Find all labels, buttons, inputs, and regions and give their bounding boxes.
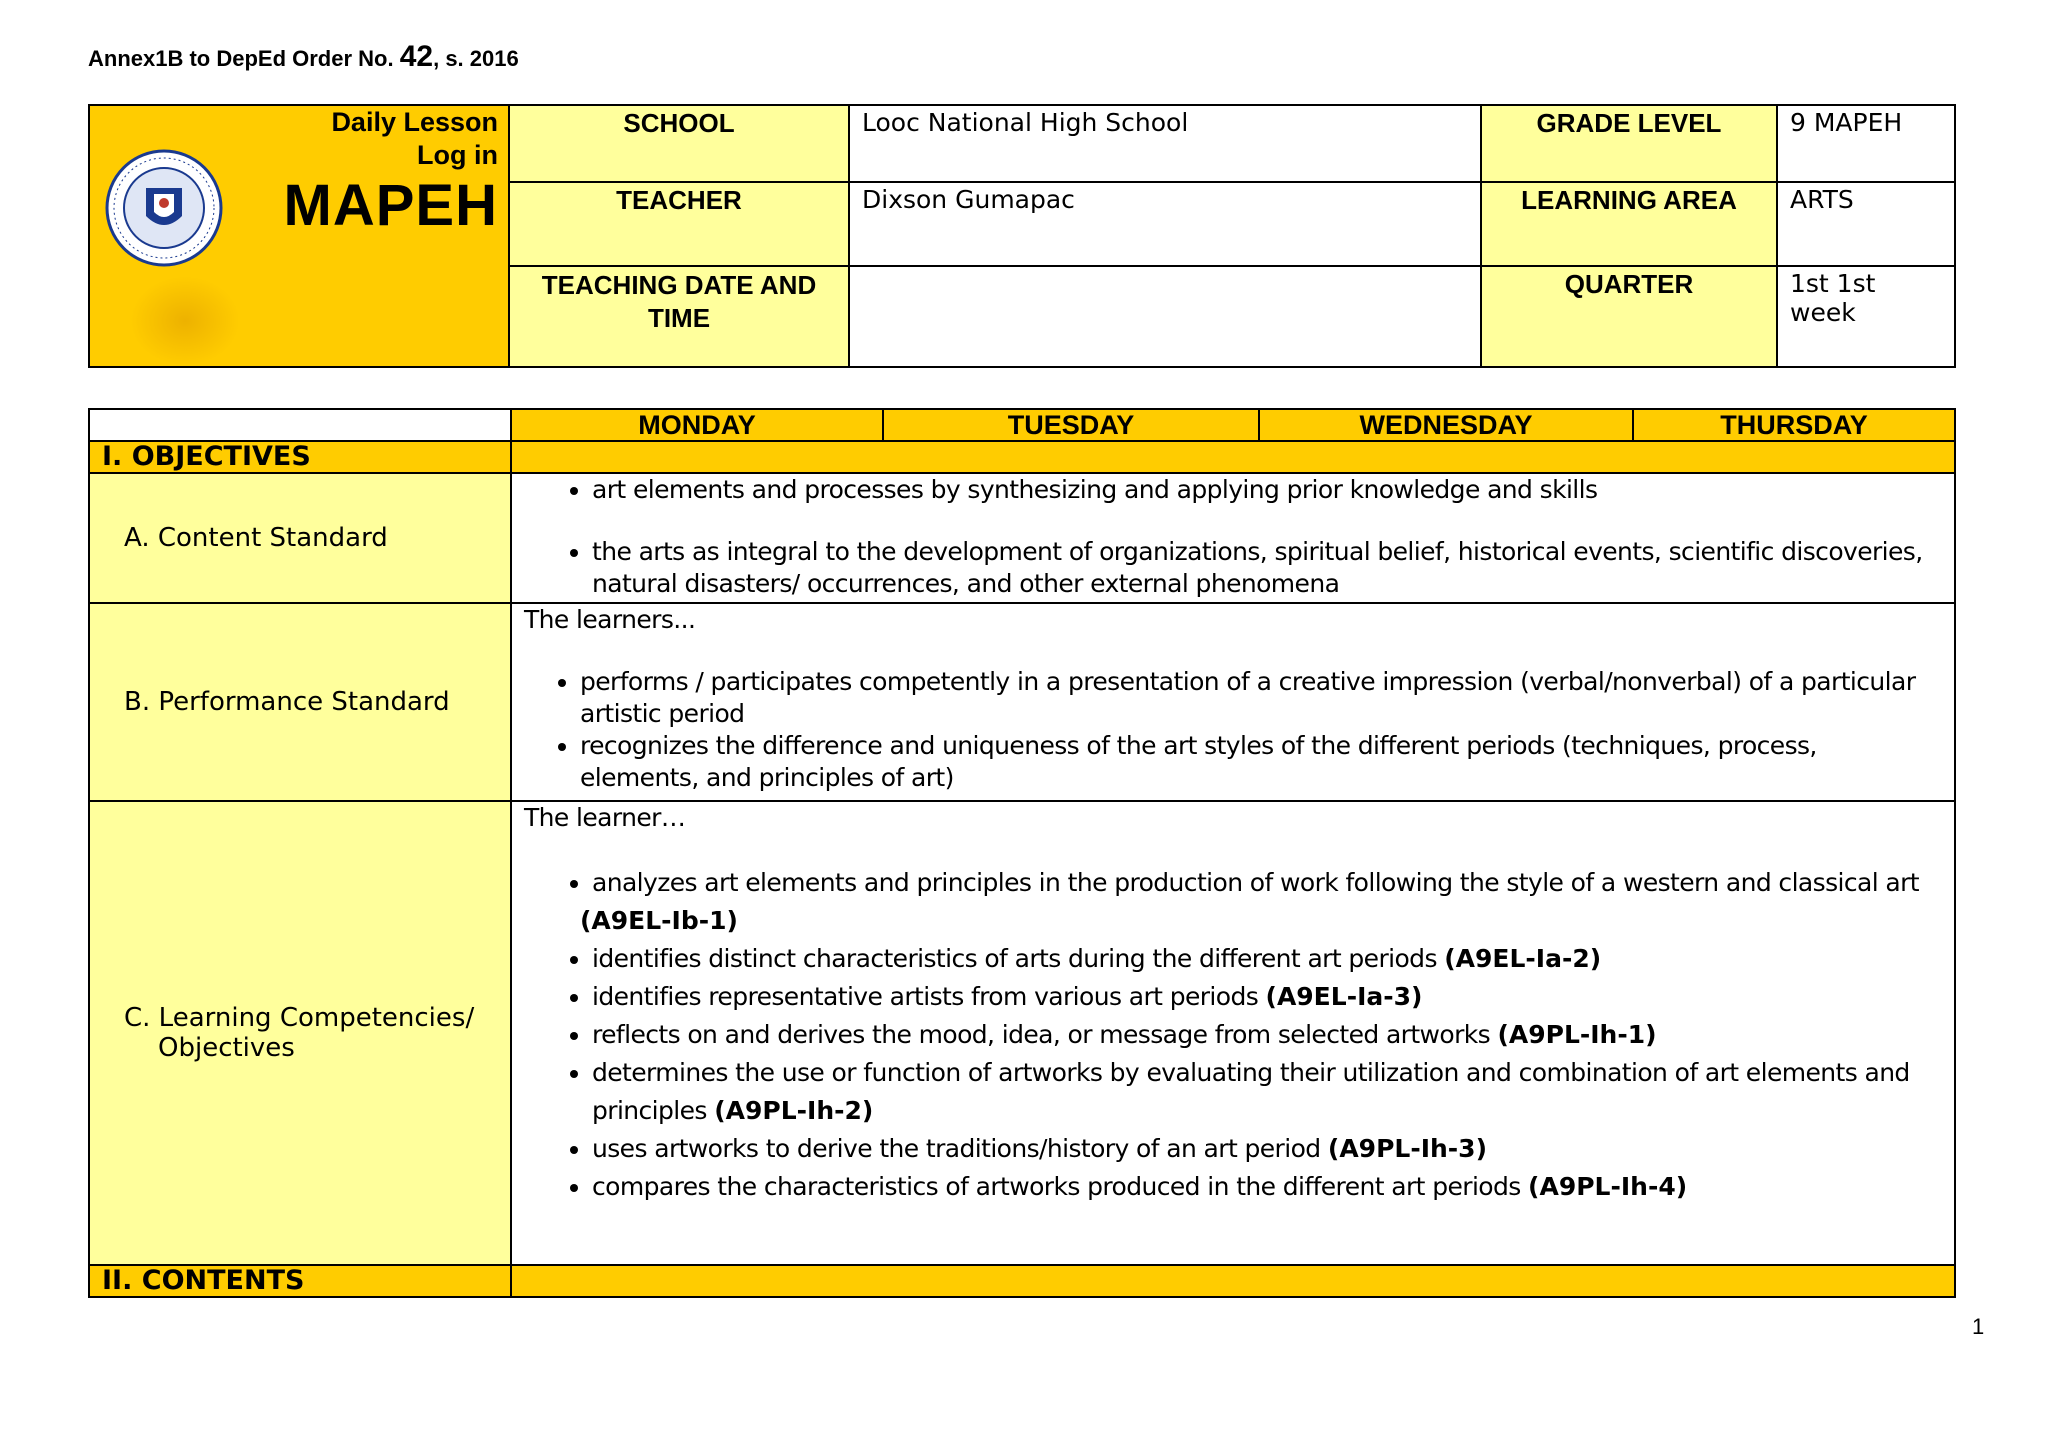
header-table (88, 104, 1956, 368)
competency-code: (A9PL-Ih-2) (714, 1096, 874, 1125)
list-item: • art elements and processes by synthesizing and applying prior knowledge and skills (592, 474, 1936, 506)
deped-seal-icon (104, 148, 224, 268)
contents-heading-fill (511, 1265, 1955, 1297)
contents-heading: II. CONTENTS (89, 1265, 511, 1297)
annex-suffix: , s. 2016 (433, 46, 519, 71)
lesson-table (88, 408, 1956, 1298)
grade-level-value: 9 MAPEH (1777, 105, 1955, 182)
competencies-intro: The learner… (524, 803, 686, 832)
learning-area-value: ARTS (1777, 182, 1955, 267)
list-item (592, 978, 1936, 1016)
competency-text: determines the use or function of artworks by evaluating their utilization and combination of art elements and principles (592, 1058, 1910, 1125)
learning-area-label: LEARNING AREA (1481, 182, 1777, 267)
performance-standard-label: B. Performance Standard (89, 603, 511, 801)
competencies-cell (511, 801, 1955, 1265)
content-standard-label: A. Content Standard (89, 473, 511, 603)
content-standard-row (89, 473, 1955, 603)
competency-text: analyzes art elements and principles in the production of work following the style of a western and classical art (592, 868, 1920, 897)
competency-text: reflects on and derives the mood, idea, or message from selected artworks (592, 1020, 1491, 1049)
performance-standard-list (524, 666, 1936, 794)
day-thursday: THURSDAY (1633, 409, 1955, 441)
annex-order-number: 42 (399, 40, 434, 73)
content-standard-list (524, 474, 1936, 600)
competency-text: identifies representative artists from various art periods (592, 982, 1259, 1011)
list-item: • recognizes the difference and uniqueness of the art styles of the different periods (techniques, process, elements, and principles of art) (580, 730, 1936, 794)
title-line-2: Log in (417, 140, 498, 170)
quarter-label: QUARTER (1481, 266, 1777, 367)
teaching-date-value (849, 266, 1481, 367)
competency-code: (A9EL-Ib-1) (580, 906, 738, 935)
list-item (592, 1130, 1936, 1168)
grade-level-label: GRADE LEVEL (1481, 105, 1777, 182)
contents-heading-row (89, 1265, 1955, 1297)
content-standard-cell (511, 473, 1955, 603)
daily-lesson-log-title (331, 106, 498, 172)
list-item (592, 1168, 1936, 1206)
performance-standard-cell (511, 603, 1955, 801)
competencies-label (89, 801, 511, 1265)
competency-code: (A9PL-Ih-4) (1528, 1172, 1688, 1201)
decorative-smudge (130, 276, 240, 366)
performance-intro: The learners... (524, 605, 696, 634)
competency-code: (A9EL-Ia-2) (1444, 944, 1602, 973)
competencies-label-line-1: C. Learning Competencies/ (124, 1003, 475, 1033)
day-wednesday: WEDNESDAY (1259, 409, 1633, 441)
competency-code: (A9PL-Ih-1) (1497, 1020, 1657, 1049)
list-item (592, 1016, 1936, 1054)
page-number: 1 (1972, 1314, 1985, 1339)
subject-title: MAPEH (283, 173, 498, 238)
days-header-row (89, 409, 1955, 441)
list-item (592, 1054, 1936, 1130)
quarter-value: 1st 1st week (1777, 266, 1955, 367)
teacher-label: TEACHER (509, 182, 849, 267)
objectives-heading-row (89, 441, 1955, 473)
objectives-heading-fill (511, 441, 1955, 473)
day-tuesday: TUESDAY (883, 409, 1259, 441)
teacher-value: Dixson Gumapac (849, 182, 1481, 267)
title-block (89, 105, 509, 367)
list-item: • the arts as integral to the development of organizations, spiritual belief, historical events, scientific discoveries, natural disasters/ occurrences, and other external phenomena (592, 536, 1936, 600)
school-label: SCHOOL (509, 105, 849, 182)
school-value: Looc National High School (849, 105, 1481, 182)
competency-code: (A9EL-Ia-3) (1265, 982, 1423, 1011)
competencies-list (524, 864, 1936, 1206)
annex-prefix: Annex1B to DepEd Order No. (88, 46, 394, 71)
competency-text: identifies distinct characteristics of arts during the different art periods (592, 944, 1437, 973)
list-item (580, 864, 1936, 940)
list-item: • performs / participates competently in a presentation of a creative impression (verbal/nonverbal) of a particular artistic period (580, 666, 1936, 730)
competency-text: uses artworks to derive the traditions/history of an art period (592, 1134, 1321, 1163)
competencies-label-line-2: Objectives (158, 1033, 295, 1063)
annex-reference (88, 40, 519, 74)
list-item (592, 940, 1936, 978)
performance-standard-row (89, 603, 1955, 801)
competency-code: (A9PL-Ih-3) (1327, 1134, 1488, 1163)
objectives-heading: I. OBJECTIVES (89, 441, 511, 473)
title-line-1: Daily Lesson (331, 107, 498, 137)
competency-text: compares the characteristics of artworks produced in the different art periods (592, 1172, 1521, 1201)
blank-header-cell (89, 409, 511, 441)
competencies-row (89, 801, 1955, 1265)
teaching-date-label: TEACHING DATE AND TIME (509, 266, 849, 367)
day-monday: MONDAY (511, 409, 883, 441)
